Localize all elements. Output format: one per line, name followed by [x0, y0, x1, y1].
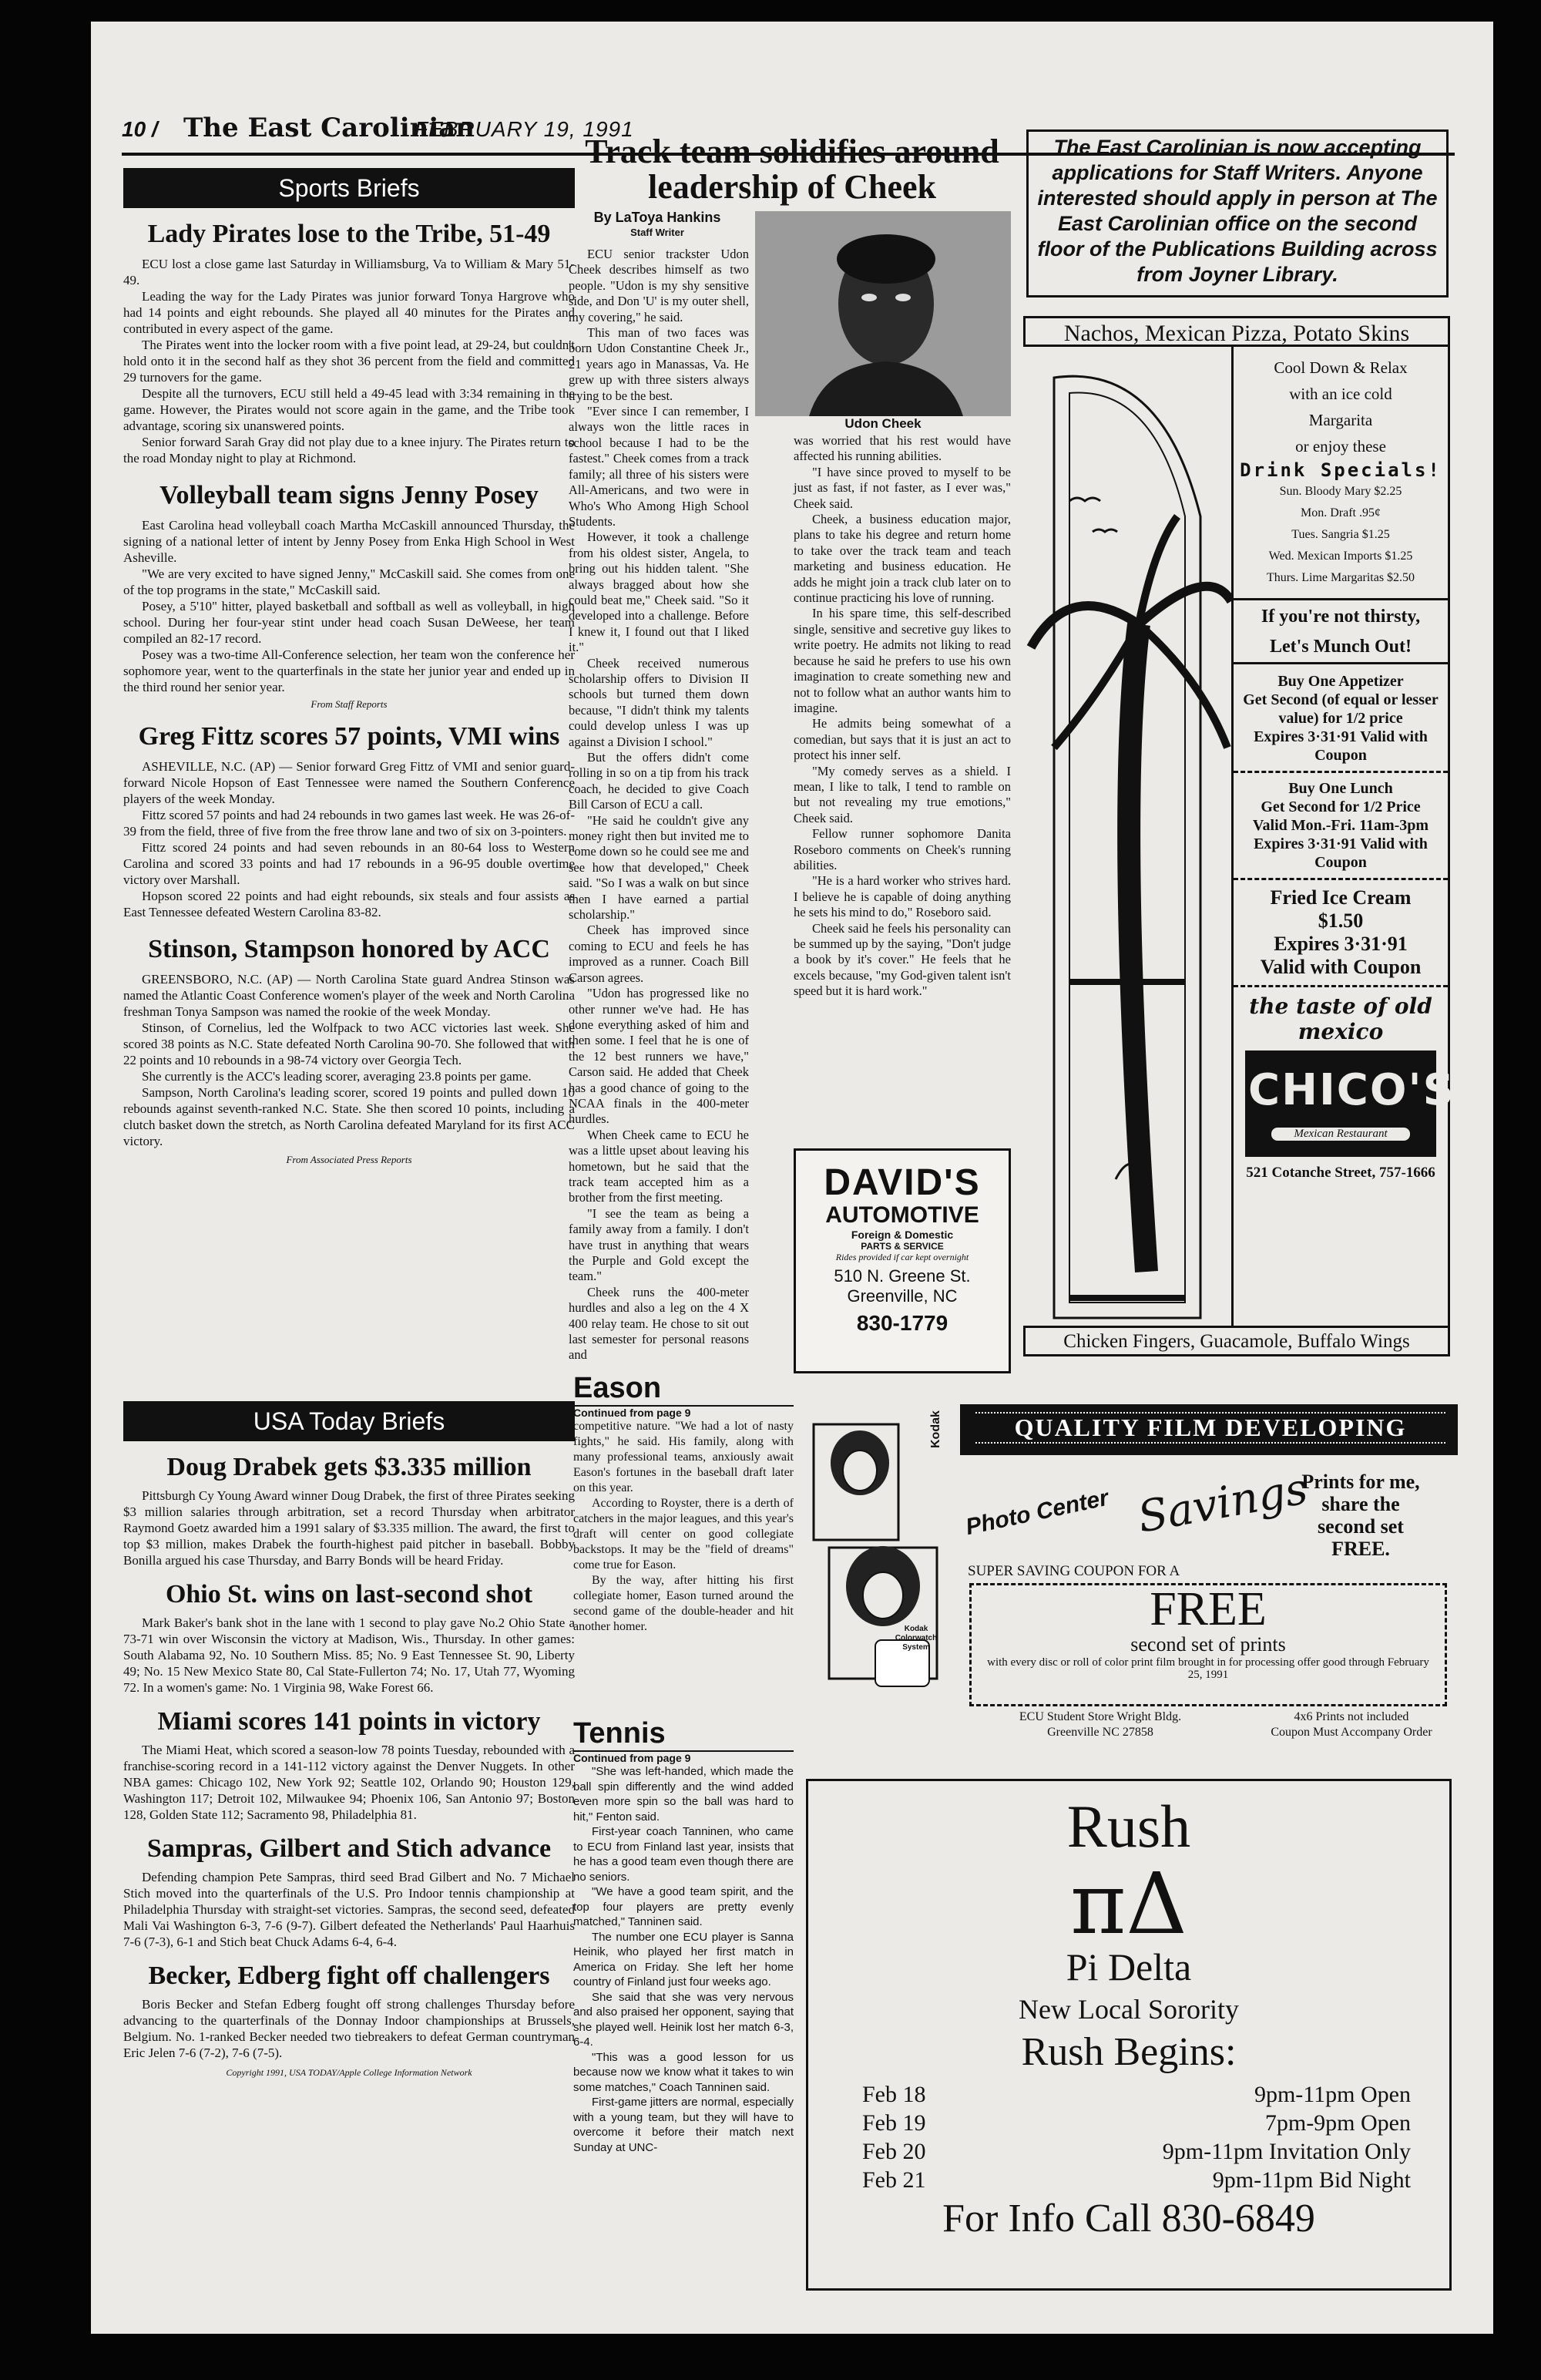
article-body — [573, 1764, 794, 2155]
davids-sub1: Foreign & Domestic — [851, 1229, 954, 1241]
paragraph: "My comedy serves as a shield. I mean, I like to talk, I tend to ramble on but not revealing my true emotions," Cheek said. — [794, 763, 1011, 825]
drink-specials-title: Drink Specials! — [1240, 459, 1442, 481]
kodak-ad — [798, 1393, 1458, 1779]
coupon-line: Expires 3·31·91 — [1274, 933, 1408, 955]
rush-date: Feb 21 — [862, 2167, 926, 2193]
rush-times — [1163, 2080, 1411, 2194]
article-body — [123, 758, 575, 920]
headline: Miami scores 141 points in victory — [157, 1707, 541, 1736]
davids-address: 510 N. Greene St. — [834, 1266, 971, 1286]
drink-specials-list — [1234, 481, 1448, 589]
usa-today-section — [123, 1401, 575, 2079]
paragraph: Mark Baker's bank shot in the lane with 1 second to play gave No.2 Ohio State a 73-71 win over Wisconsin the victory at Madison, Wis., Thursday. In other games: South Alabama 92, No. 10 Southern Miss. 85; No. 9 East Tennessee St. 90, Liberty 49; No. 15 New Mexico State 80, Cal State-Fullerton 74; No. 17, Utah 77, Wyoming 72. In a women's game: No. 1 Virginia 98, Wake Forest 66. — [123, 1615, 575, 1695]
udon-cheek-photo — [755, 211, 1011, 416]
offer-fine-print: with every disc or roll of color print film brought in for processing offer good through February 25, 1991 — [987, 1656, 1429, 1681]
headline: Stinson, Stampson honored by ACC — [148, 935, 550, 963]
kodak-terms — [1245, 1709, 1458, 1740]
film-girls-illustration — [798, 1409, 952, 1717]
paragraph: However, it took a challenge from his oldest sister, Angela, to bring out his hidden talent. "She always bragged about how she could beat me," Cheek said. "So it developed into a challenge. Before I knew it, I found out that I liked it." — [569, 529, 749, 655]
chicos-right-panel — [1231, 347, 1455, 1326]
paragraph: "He is a hard worker who strives hard. I believe he is capable of doing anything he sets his mind to do," Roseboro said. — [794, 873, 1011, 920]
article-body — [123, 256, 575, 466]
article-body — [123, 1996, 575, 2061]
staff-writer-ad: The East Carolinian is now accepting applications for Staff Writers. Anyone interested should apply in person at The East Carolinian office on the second floor of the Publications Building across from Joyner Library. — [1026, 129, 1449, 298]
pi-delta-rush-ad — [806, 1779, 1452, 2291]
coupon-line: Get Second (of equal or lesser — [1243, 691, 1439, 708]
paragraph: "We have a good team spirit, and the top four players are pretty evenly matched," Tanninen said. — [573, 1885, 794, 1928]
rush-date: Feb 18 — [862, 2082, 926, 2107]
coupon-line: Expires 3·31·91 Valid with — [1254, 835, 1428, 852]
davids-sub2: PARTS & SERVICE — [861, 1241, 944, 1252]
coupon-title: SUPER SAVING COUPON FOR A — [968, 1563, 1180, 1579]
special-item: Tues. Sangria $1.25 — [1291, 528, 1390, 541]
coupon-line: Coupon — [1314, 747, 1367, 764]
coupon-line: Get Second for 1/2 Price — [1261, 798, 1421, 815]
paragraph: Cheek has improved since coming to ECU and feels he has improved as a runner. Coach Bill Carson agrees. — [569, 923, 749, 985]
terms-line: 4x6 Prints not included — [1294, 1710, 1409, 1723]
track-column-2 — [794, 433, 1011, 1000]
photo-center-text: Photo Center — [963, 1484, 1111, 1541]
colorwatch-badge: Kodak Colorwatch System — [895, 1625, 938, 1652]
chicos-ad — [1023, 316, 1455, 1372]
rush-date: Feb 20 — [862, 2139, 926, 2164]
article-body — [123, 517, 575, 695]
rush-time: 9pm-11pm Open — [1254, 2082, 1411, 2107]
paragraph: Cheek, a business education major, plans to take his degree and return home to take over the track team and teach marketing and business education. He adds he might join a track club later on to continue practicing his love of running. — [794, 512, 1011, 606]
coupon-line: Fried Ice Cream — [1270, 886, 1412, 909]
paragraph: competitive nature. "We had a lot of nasty fights," he said. His family, along with many professional teams, anxiously await Eason's fortunes in the baseball draft later on this year. — [573, 1420, 794, 1494]
portrait-image — [755, 211, 1011, 416]
paragraph: "This was a good lesson for us because now we know what it takes to win some matches," Coach Tanninen said. — [573, 2050, 794, 2094]
paragraph: Defending champion Pete Sampras, third seed Brad Gilbert and No. 7 Michael Stich moved into the quarterfinals of the U.S. Pro Indoor tennis championship at Philadelphia Thursday with straight-set victories. Sampras, the second seed, defeated Mali Vai Washington 6-3, 7-6 (9-7). Gilbert defeated the Netherlands' Paul Haarhuis 7-6 (7-3), 6-1 and Stich beat Chuck Adams 6-4, 6-4. — [123, 1870, 575, 1949]
byline-title: Staff Writer — [630, 227, 684, 238]
chicos-bottom-banner: Chicken Fingers, Guacamole, Buffalo Wings — [1023, 1326, 1450, 1356]
special-item: Wed. Mexican Imports $1.25 — [1268, 550, 1413, 563]
coupon-line: $1.50 — [1318, 909, 1364, 932]
paragraph: Senior forward Sarah Gray did not play due to a knee injury. The Pirates return to the road Monday night to play at Richmond. — [123, 435, 575, 466]
article-credit: From Staff Reports — [311, 698, 388, 710]
paragraph: Fittz scored 57 points and had 24 rebounds in two games last week. He was 26-of-39 from the field, three of five from the free throw lane and two of six on 3-pointers. — [123, 808, 575, 839]
paragraph: East Carolina head volleyball coach Martha McCaskill announced Thursday, the signing of a national letter of intent by Jenny Posey from Enka High School in West Asheville. — [123, 518, 575, 565]
chicos-cool-text — [1234, 355, 1448, 459]
paragraph: Hopson scored 22 points and had eight rebounds, six steals and four assists as East Tennessee defeated Western Carolina 83-82. — [123, 889, 575, 919]
location-line: Greenville NC 27858 — [1047, 1726, 1153, 1739]
paragraph: Fittz scored 24 points and had seven rebounds in an 80-64 loss to Western Carolina and scored 33 points and had 17 rebounds in a 96-95 double overtime victory over Marshall. — [123, 840, 575, 887]
headline: Becker, Edberg fight off challengers — [148, 1961, 550, 1990]
chicos-top-banner: Nachos, Mexican Pizza, Potato Skins — [1023, 316, 1450, 347]
headline: Greg Fittz scores 57 points, VMI wins — [138, 722, 560, 751]
headline: Sampras, Gilbert and Stich advance — [146, 1834, 552, 1863]
article-body — [123, 1615, 575, 1696]
paragraph: "I have since proved to myself to be just as fast, if not faster, as I ever was," Cheek said. — [794, 464, 1011, 511]
article-credit: Copyright 1991, USA TODAY/Apple College Information Network — [226, 2067, 472, 2078]
palm-tree-illustration — [1023, 347, 1231, 1326]
chicos-logo — [1245, 1050, 1455, 1157]
headline: Eason — [573, 1372, 662, 1404]
cool-line: Margarita — [1308, 411, 1373, 429]
article-body — [573, 1419, 794, 1635]
chicos-logo-sub: Mexican Restaurant — [1271, 1128, 1410, 1141]
ice-cream-coupon — [1234, 886, 1448, 979]
terms-line: Coupon Must Accompany Order — [1271, 1726, 1432, 1739]
paragraph: ECU lost a close game last Saturday in Williamsburg, Va to William & Mary 51-49. — [123, 257, 575, 287]
munch-text: Let's Munch Out! — [1269, 637, 1412, 657]
paragraph: When Cheek came to ECU he was a little upset about leaving his hometown, but he said that the track team accepted him as a brother from the first meeting. — [569, 1127, 749, 1205]
rush-date: Feb 19 — [862, 2110, 926, 2136]
paragraph: But the offers didn't come rolling in so on a tip from his track coach, he decided to give Coach Bill Carson of ECU a call. — [569, 750, 749, 812]
prints-line: share the — [1321, 1493, 1400, 1515]
special-item: Mon. Draft .95¢ — [1301, 506, 1381, 519]
rush-title: Rush — [1066, 1793, 1191, 1860]
article-body — [123, 1742, 575, 1823]
kodak-logo: Kodak — [929, 1404, 960, 1455]
paragraph: ASHEVILLE, N.C. (AP) — Senior forward Greg Fittz of VMI and senior guard-forward Nicole Hopson of East Tennessee were named the Southern Conference players of the week Monday. — [123, 759, 575, 806]
article-body — [123, 1869, 575, 1950]
rush-schedule — [808, 2080, 1449, 2196]
davids-sub3: Rides provided if car kept overnight — [835, 1252, 969, 1262]
paragraph: Cheek received numerous scholarship offers to Division II schools but turned them down because, "I didn't think my talents could develop unless I was up against a Division I school." — [569, 655, 749, 749]
paragraph: She said that she was very nervous and also praised her opponent, saying that she played well. Heinik lost her match 6-3, 6-4. — [573, 1990, 794, 2049]
davids-name: DAVID'S — [824, 1162, 981, 1203]
article-credit: From Associated Press Reports — [286, 1154, 412, 1165]
coupon-line: value) for 1/2 price — [1278, 710, 1403, 727]
lunch-coupon — [1234, 779, 1448, 872]
rush-time: 9pm-11pm Bid Night — [1212, 2167, 1411, 2193]
kodak-banner — [929, 1404, 1458, 1455]
taste-slogan: the taste of old mexico — [1249, 993, 1432, 1044]
page-number: 10 / — [122, 117, 158, 141]
davids-city: Greenville, NC — [847, 1286, 958, 1306]
paragraph: "Ever since I can remember, I always won the little races in school because I had to be the fastest." Cheek comes from a track family; all three of his sisters were All-Americans, and two were in Who's Who Among High School Students. — [569, 404, 749, 529]
issue-date: FEBRUARY 19, 1991 — [415, 117, 634, 141]
paragraph: "She was left-handed, which made the ball spin differently and the wind added even more spin so the ball was hard to hit," Fenton said. — [573, 1765, 794, 1824]
paragraph: First-year coach Tanninen, who came to ECU from Finland last year, insists that he has a good team even though there are no seniors. — [573, 1825, 794, 1884]
paragraph: The Miami Heat, which scored a season-low 78 points Tuesday, rebounded with a franchise-scoring record in a 141-112 victory against the Denver Nuggets. In other NBA games: Chicago 102, New York 92; Seattle 102, Orlando 90; Houston 129, Washington 117; Detroit 102, Milwaukee 94; Phoenix 106, San Antonio 97; Boston 128, Golden State 112; Sacramento 98, Philadelphia 81. — [123, 1743, 575, 1822]
cool-line: with an ice cold — [1289, 385, 1392, 403]
paragraph: Boris Becker and Stefan Edberg fought off strong challenges Thursday before advancing to the quarterfinals of the Donnay Indoor championships at Brussels, Belgium. No. 1-ranked Becker needed two tiebreakers to defeat German countryman Eric Jelen 7-6 (7-2), 7-6 (7-5). — [123, 1997, 575, 2060]
prints-line: FREE. — [1331, 1538, 1390, 1560]
track-headline: Track team solidifies around leadership of Cheek — [585, 133, 999, 206]
cool-line: or enjoy these — [1295, 437, 1386, 455]
coupon-line: Buy One Lunch — [1288, 780, 1393, 797]
prints-for-me — [1276, 1471, 1445, 1560]
paragraph: Sampson, North Carolina's leading scorer, scored 19 points and pulled down 10 rebounds against seventh-ranked N.C. State. She then scored 10 points, including a clutch basket down the stretch, as North Carolina defeated Maryland for its first ACC victory. — [123, 1085, 575, 1148]
rush-dates — [862, 2080, 926, 2194]
paragraph: In his spare time, this self-described single, sensitive and secretive guy likes to write poetry. He admits not liking to read because he said he prefers to use his own imagination to create something new and not to follow what an author wants him to imagine. — [794, 606, 1011, 715]
paragraph: Posey was a two-time All-Conference selection, her team won the conference her sophomore year, went to the quarterfinals in the state her junior year and ended up in the third round her senior year. — [123, 647, 575, 694]
davids-automotive: AUTOMOTIVE — [825, 1202, 979, 1228]
sorority-sub: New Local Sorority — [1019, 1994, 1239, 2025]
special-item: Thurs. Lime Margaritas $2.50 — [1266, 571, 1415, 584]
headline: Volleyball team signs Jenny Posey — [159, 481, 539, 509]
paragraph: "We are very excited to have signed Jenny," McCaskill said. She comes from one of the top programs in the state," McCaskill said. — [123, 566, 575, 597]
paragraph: Despite all the turnovers, ECU still held a 49-45 lead with 3:34 remaining in the game. However, the Pirates would not score again in the game, and the Tribe took advantage, scoring six unanswered points. — [123, 386, 575, 433]
headline: Tennis — [573, 1717, 666, 1750]
tennis-continuation — [573, 1717, 794, 2155]
paragraph: was worried that his rest would have affected his running abilities. — [794, 433, 1011, 464]
eason-continuation — [573, 1372, 794, 1635]
second-set-text: second set of prints — [1130, 1633, 1286, 1656]
paragraph: "Udon has progressed like no other runner we've had. He has done everything asked of him and then some. I feel that he is one of the 12 best runners we have," Carson said. He added that Cheek has a good chance of going to the NCAA finals in the 400-meter hurdles. — [569, 986, 749, 1127]
track-column-1 — [569, 247, 749, 1363]
paragraph: Cheek runs the 400-meter hurdles and also a leg on the 4 X 400 relay team. He chose to sit out last semester for personal reasons and — [569, 1284, 749, 1363]
savings-text: Savings — [1134, 1464, 1311, 1543]
greek-letters: πΔ — [1070, 1854, 1187, 1953]
paragraph: She currently is the ACC's leading scorer, averaging 23.8 points per game. — [142, 1069, 532, 1084]
coupon-line: Expires 3·31·91 Valid with — [1254, 728, 1428, 745]
article-body — [123, 1488, 575, 1568]
continued-note: Continued from page 9 — [573, 1750, 794, 1764]
coupon-line: Coupon — [1314, 854, 1367, 871]
prints-line: second set — [1318, 1515, 1404, 1538]
thirsty-text: If you're not thirsty, — [1261, 607, 1421, 627]
photo-caption: Udon Cheek — [844, 416, 922, 431]
special-item: Sun. Bloody Mary $2.25 — [1279, 485, 1402, 498]
paragraph: According to Royster, there is a derth of catchers in the major leagues, and this year's draft will center on good collegiate backstops. It may be the "field of dreams" come true for Eason. — [573, 1497, 794, 1572]
paragraph: The number one ECU player is Sanna Heinik, who played her first match in America on Friday. She left her home country of Finland just four weeks ago. — [573, 1930, 794, 1988]
paragraph: "I see the team as being a family away from a family. I don't have trust in anything that wears the Purple and Gold except the team." — [569, 1205, 749, 1284]
sports-briefs-section — [123, 168, 575, 1166]
rush-time: 9pm-11pm Invitation Only — [1162, 2139, 1411, 2164]
paragraph: Leading the way for the Lady Pirates was junior forward Tonya Hargrove who had 14 points and eight rebounds. She played all 40 minutes for the Pirates and contributed in every aspect of the game. — [123, 289, 575, 336]
paragraph: Posey, a 5'10" hitter, played basketball and softball as well as volleyball, in high school. During her four-year stint under head coach Susan DeWeese, her team compiled an 82-17 record. — [123, 599, 575, 646]
rush-time: 7pm-9pm Open — [1264, 2110, 1411, 2136]
byline: By LaToya Hankins — [593, 210, 721, 225]
usa-today-bar: USA Today Briefs — [123, 1401, 575, 1441]
rush-begins: Rush Begins: — [1021, 2030, 1237, 2074]
quality-film-developing: QUALITY FILM DEVELOPING — [975, 1412, 1445, 1444]
headline: Lady Pirates lose to the Tribe, 51-49 — [147, 220, 551, 248]
paragraph: Fellow runner sophomore Danita Roseboro comments on Cheek's running abilities. — [794, 826, 1011, 872]
paragraph: This man of two faces was born Udon Constantine Cheek Jr., 21 years ago in Manassas, Va. He grew up with three sisters always trying to be the best. — [569, 325, 749, 403]
coupon-line: Buy One Appetizer — [1277, 673, 1404, 690]
coupon-line: Valid Mon.-Fri. 11am-3pm — [1252, 817, 1429, 834]
kodak-location — [969, 1709, 1231, 1740]
paragraph: Cheek said he feels his personality can be summed up by the saying, "Don't judge a book by it's cover." He feels that he excels because, "my God-given talent isn't speed but it is hard work." — [794, 920, 1011, 999]
paragraph: First-game jitters are normal, especially with a young team, but they will have to overcome it before their match next Sunday at UNC- — [573, 2096, 794, 2154]
location-line: ECU Student Store Wright Bldg. — [1019, 1710, 1182, 1723]
free-text: FREE — [1150, 1583, 1267, 1635]
chicos-logo-text: CHICO'S — [1248, 1065, 1455, 1115]
paragraph: He admits being somewhat of a comedian, but says that it is just an act to protect his inner self. — [794, 716, 1011, 763]
chicos-address: 521 Cotanche Street, 757-1666 — [1246, 1165, 1435, 1181]
rush-info: For Info Call 830-6849 — [942, 2197, 1315, 2240]
article-body — [123, 971, 575, 1149]
paragraph: Stinson, of Cornelius, led the Wolfpack to two ACC victories last week. She scored 38 points as N.C. State defeated North Carolina 90-70. She followed that with 22 points and 10 rebounds in a 98-74 victory over Georgia Tech. — [123, 1020, 575, 1067]
paragraph: The Pirates went into the locker room with a five point lead, at 29-24, but couldn't hold onto it in the second half as they shot 36 percent from the field and committed 29 turnovers for the game. — [123, 338, 575, 385]
appetizer-coupon — [1234, 672, 1448, 765]
paragraph: By the way, after hitting his first collegiate homer, Eason turned around the second game of the double-header and hit another homer. — [573, 1574, 794, 1633]
davids-phone: 830-1779 — [856, 1311, 948, 1335]
prints-line: Prints for me, — [1301, 1471, 1420, 1493]
paragraph: Pittsburgh Cy Young Award winner Doug Drabek, the first of three Pirates seeking $3 million salaries through arbitration, set a record Thursday when arbitrator Raymond Goetz awarded him a 1991 salary of $3.335 million. The award, the first to top $3 million, makes Drabek the fourth-highest paid pitcher in baseball. Bobby Bonilla argued his case Thursday, and Barry Bonds will be heard Friday. — [123, 1488, 575, 1568]
sorority-name: Pi Delta — [1066, 1945, 1192, 1988]
paragraph: ECU senior trackster Udon Cheek describes himself as two people. "Udon is my shy sensitive side, and Don 'U' is my outer shell, my covering," he said. — [569, 247, 749, 324]
sports-briefs-bar: Sports Briefs — [123, 168, 575, 208]
paragraph: "He said he couldn't give any money right then but invited me to come down so he could see me and see how that developed," Cheek said. "So I was a walk on but since then I have earned a partial scholarship." — [569, 812, 749, 923]
paragraph: GREENSBORO, N.C. (AP) — North Carolina State guard Andrea Stinson was named the Atlantic Coast Conference women's player of the week and North Carolina freshman Tonya Sampson was named the rookie of the week Monday. — [123, 972, 575, 1019]
continued-note: Continued from page 9 — [573, 1405, 794, 1419]
newspaper-page — [91, 22, 1493, 2334]
headline: Doug Drabek gets $3.335 million — [166, 1453, 532, 1481]
headline: Ohio St. wins on last-second shot — [165, 1580, 533, 1609]
davids-automotive-ad — [794, 1148, 1011, 1373]
masthead: The East Carolinian — [183, 113, 475, 143]
cool-line: Cool Down & Relax — [1274, 358, 1408, 377]
kodak-coupon — [969, 1583, 1447, 1706]
coupon-line: Valid with Coupon — [1260, 956, 1422, 978]
